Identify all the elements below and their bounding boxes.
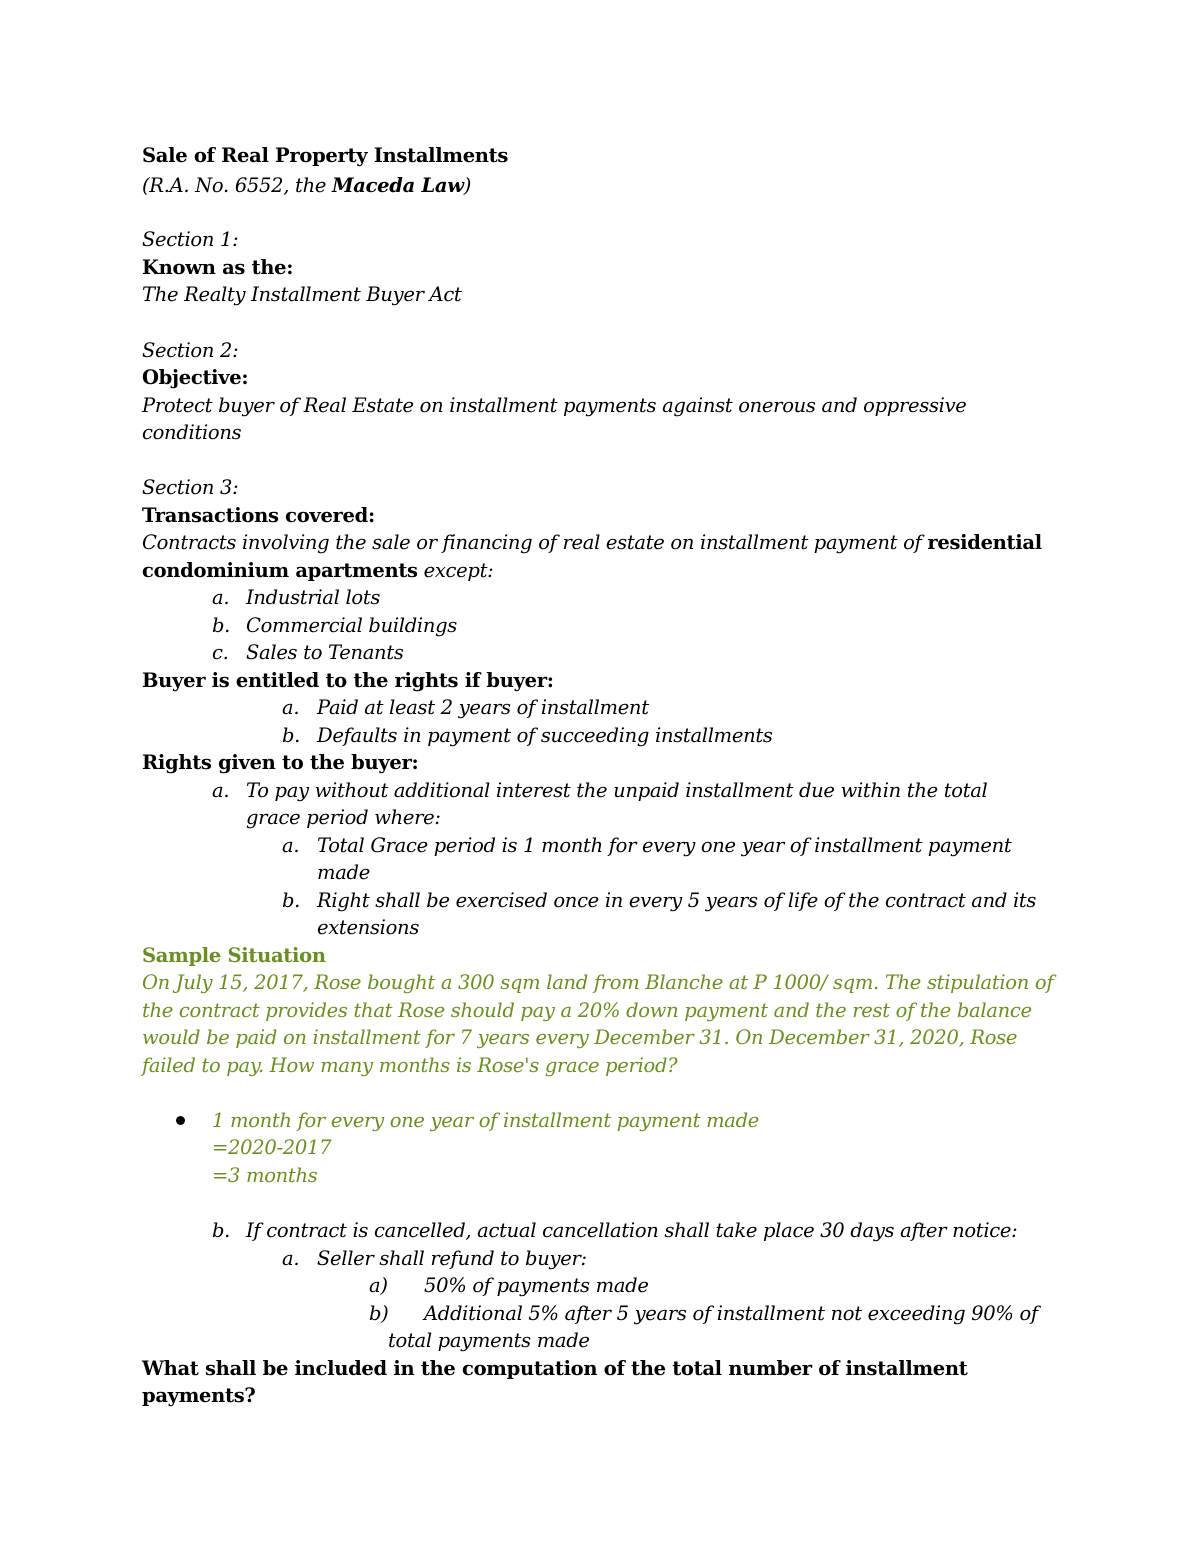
sample-answer-line: =2020-2017: [212, 1136, 332, 1159]
entitled-item: Defaults in payment of succeeding installments: [317, 724, 773, 747]
rights-marker: a.: [212, 779, 230, 802]
exception-item: Sales to Tenants: [246, 641, 404, 664]
contract-bold: residential: [927, 531, 1042, 554]
rights-sub-line1: Total Grace period is 1 month for every one year of installment payment: [317, 834, 1012, 857]
contract-text: Contracts involving the sale or financing of real estate on installment payment of: [142, 531, 928, 554]
contract-text: except:: [417, 559, 494, 582]
exception-marker: c.: [212, 641, 229, 664]
entitled-item: Paid at least 2 years of installment: [317, 696, 649, 719]
section2-text-line1: Protect buyer of Real Estate on installment payments against onerous and oppressive: [142, 394, 967, 417]
document-title: Sale of Real Property Installments: [142, 144, 509, 167]
section2-heading: Objective:: [142, 366, 249, 389]
sample-answer-line: =3 months: [212, 1164, 318, 1187]
refund-item: 50% of payments made: [424, 1274, 649, 1297]
section1-heading: Known as the:: [142, 256, 294, 279]
refund-marker: b): [369, 1302, 389, 1325]
document-subtitle: [142, 172, 471, 200]
section3-heading: Transactions covered:: [142, 504, 375, 527]
rights-sub-marker: a.: [282, 834, 300, 857]
cancel-sub-marker: a.: [282, 1247, 300, 1270]
sample-line: failed to pay. How many months is Rose's grace period?: [142, 1054, 678, 1077]
bullet-icon: [176, 1116, 185, 1125]
section3-contract-line2: [142, 557, 493, 585]
rights-sub-marker: b.: [282, 889, 301, 912]
subtitle-text: (R.A. No. 6552, the: [142, 174, 332, 197]
rights-heading: Rights given to the buyer:: [142, 751, 419, 774]
section2-label: Section 2:: [142, 339, 239, 362]
section1-text: The Realty Installment Buyer Act: [142, 283, 462, 306]
exception-item: Industrial lots: [246, 586, 381, 609]
contract-bold: condominium apartments: [142, 559, 418, 582]
refund-item: Additional 5% after 5 years of installment not exceeding 90% of: [424, 1302, 1038, 1325]
subtitle-law-name: Maceda Law: [331, 174, 464, 197]
exception-marker: a.: [212, 586, 230, 609]
question-line2: payments?: [142, 1384, 256, 1407]
subtitle-close: ): [463, 174, 471, 197]
section1-label: Section 1:: [142, 228, 239, 251]
refund-marker: a): [369, 1274, 388, 1297]
sample-heading: Sample Situation: [142, 944, 326, 967]
refund-item-continued: total payments made: [388, 1329, 590, 1352]
section2-text-line2: conditions: [142, 421, 242, 444]
entitled-marker: b.: [282, 724, 301, 747]
entitled-heading: Buyer is entitled to the rights if buyer:: [142, 669, 554, 692]
sample-line: would be paid on installment for 7 years every December 31. On December 31, 2020, Rose: [142, 1026, 1018, 1049]
sample-answer-line: 1 month for every one year of installment payment made: [212, 1109, 760, 1132]
section3-contract-line1: [142, 529, 1042, 557]
section3-label: Section 3:: [142, 476, 239, 499]
question-line1: What shall be included in the computation of the total number of installment: [142, 1357, 968, 1380]
rights-item-line2: grace period where:: [246, 806, 441, 829]
rights-sub-line1: Right shall be exercised once in every 5 years of life of the contract and its: [317, 889, 1037, 912]
exception-marker: b.: [212, 614, 231, 637]
sample-line: the contract provides that Rose should pay a 20% down payment and the rest of the balance: [142, 999, 1032, 1022]
rights-item-line1: To pay without additional interest the unpaid installment due within the total: [246, 779, 988, 802]
rights-sub-line2: made: [317, 861, 370, 884]
cancel-sub-text: Seller shall refund to buyer:: [317, 1247, 587, 1270]
cancel-marker: b.: [212, 1219, 231, 1242]
rights-sub-line2: extensions: [317, 916, 420, 939]
sample-line: On July 15, 2017, Rose bought a 300 sqm land from Blanche at P 1000/ sqm. The stipulation of: [142, 971, 1054, 994]
entitled-marker: a.: [282, 696, 300, 719]
exception-item: Commercial buildings: [246, 614, 458, 637]
cancel-text: If contract is cancelled, actual cancellation shall take place 30 days after notice:: [246, 1219, 1018, 1242]
